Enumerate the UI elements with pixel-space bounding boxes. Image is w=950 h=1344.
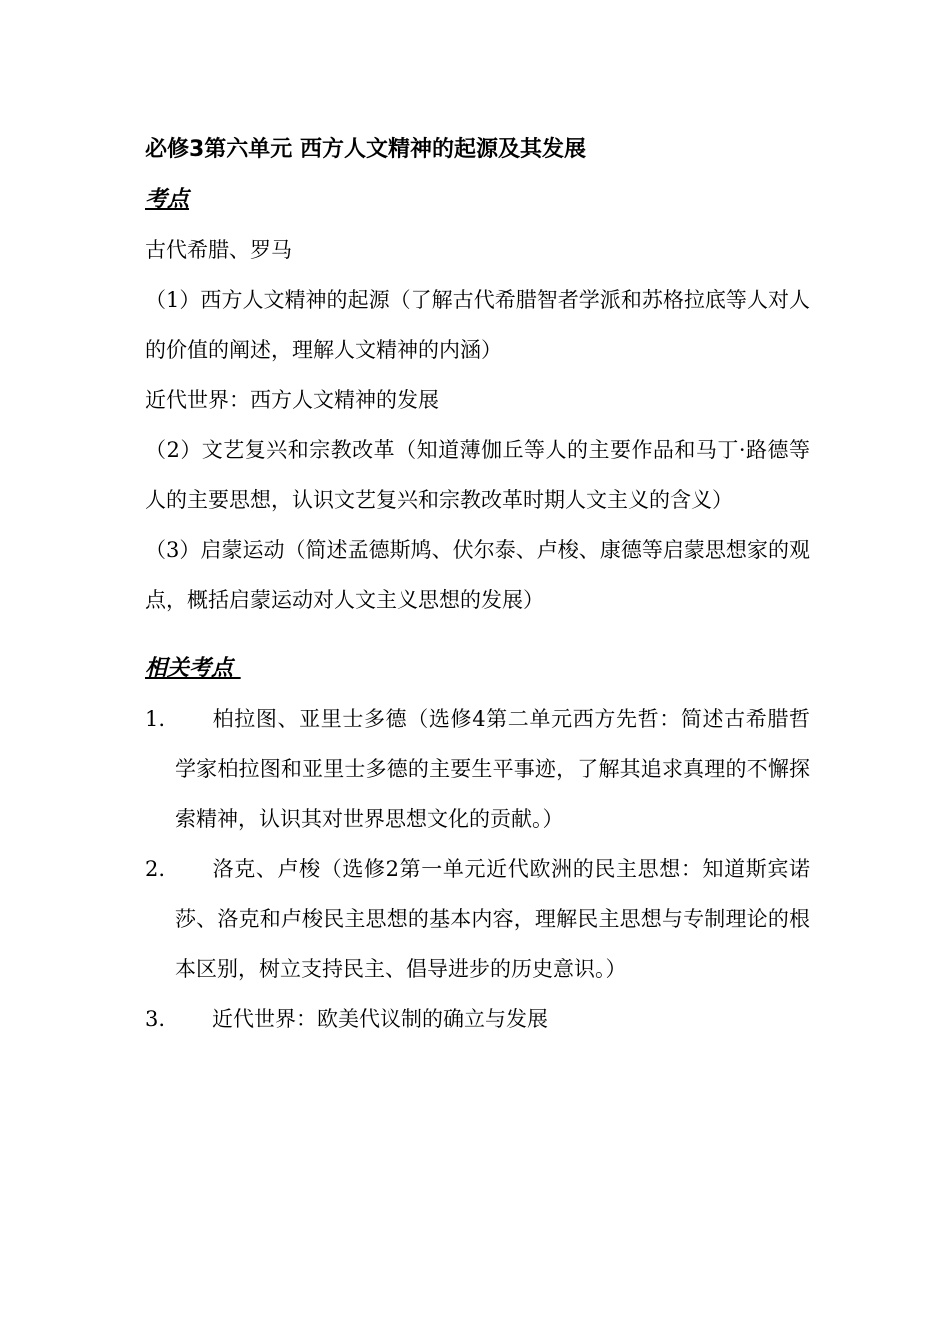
paragraph-ancient-greece-rome: 古代希腊、罗马 bbox=[145, 238, 292, 262]
list-item-number: 2. bbox=[145, 857, 166, 881]
paragraph-modern-world: 近代世界：西方人文精神的发展 bbox=[145, 388, 439, 412]
paragraph-origin-humanism: （1）西方人文精神的起源（了解古代希腊智者学派和苏格拉底等人对人的价值的阐述，理解人文精神的内涵） bbox=[145, 288, 810, 362]
list-item-text: 洛克、卢梭（选修2第一单元近代欧洲的民主思想：知道斯宾诺莎、洛克和卢梭民主思想的基本内容，理解民主思想与专制理论的根本区别，树立支持民主、倡导进步的历史意识。） bbox=[175, 857, 810, 981]
document-title: 必修3第六单元 西方人文精神的起源及其发展 bbox=[145, 137, 586, 162]
list-item-number: 1. bbox=[145, 707, 166, 731]
list-item bbox=[145, 844, 810, 994]
list-item-number: 3. bbox=[145, 1007, 166, 1031]
list-item-text: 近代世界：欧美代议制的确立与发展 bbox=[212, 1007, 548, 1031]
list-item-text: 柏拉图、亚里士多德（选修4第二单元西方先哲：简述古希腊哲学家柏拉图和亚里士多德的主要生平事迹，了解其追求真理的不懈探索精神，认识其对世界思想文化的贡献。） bbox=[175, 707, 810, 831]
section-heading-kaodian: 考点 bbox=[145, 187, 190, 212]
document-page bbox=[145, 125, 810, 1044]
paragraph-enlightenment: （3）启蒙运动（简述孟德斯鸠、伏尔泰、卢梭、康德等启蒙思想家的观点，概括启蒙运动对人文主义思想的发展） bbox=[145, 538, 810, 612]
section-heading-related: 相关考点 bbox=[145, 656, 241, 681]
list-item bbox=[145, 994, 810, 1044]
list-item bbox=[145, 694, 810, 844]
paragraph-renaissance-reformation: （2）文艺复兴和宗教改革（知道薄伽丘等人的主要作品和马丁·路德等人的主要思想，认识文艺复兴和宗教改革时期人文主义的含义） bbox=[145, 438, 810, 512]
section-spacer bbox=[145, 625, 810, 644]
